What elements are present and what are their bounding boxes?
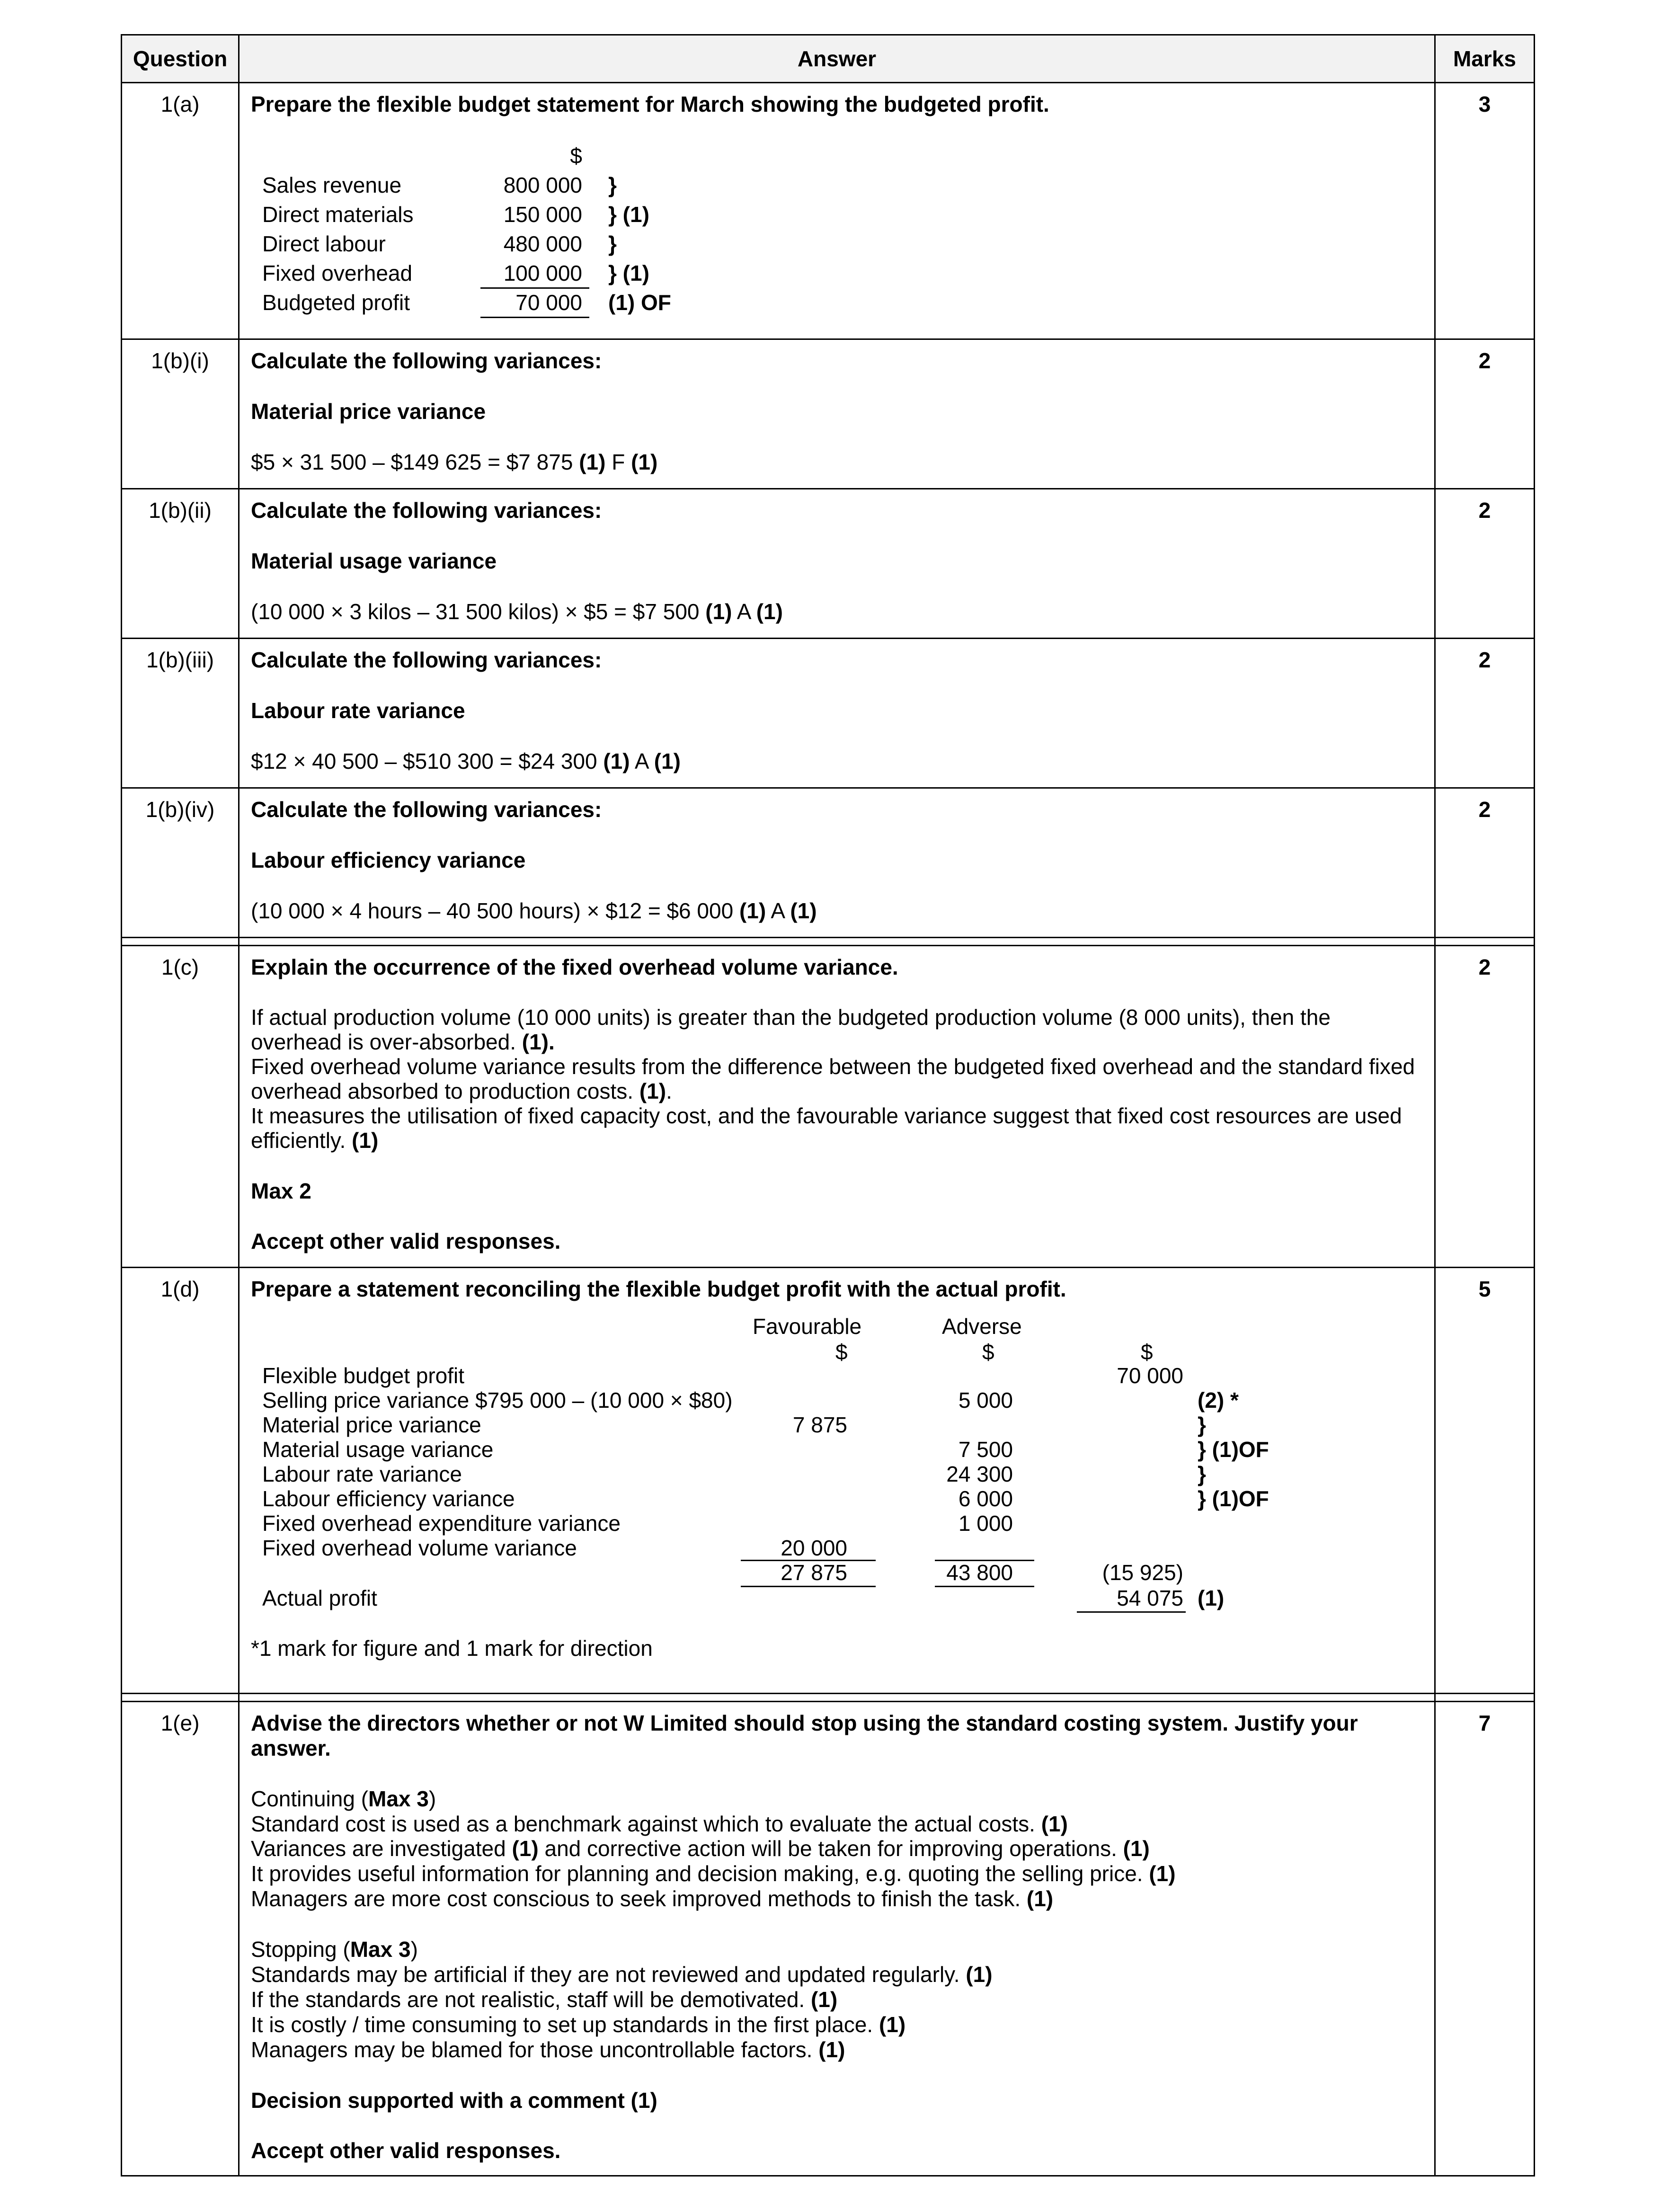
mark-award: (1) [879, 2012, 906, 2037]
text: Continuing ( [251, 1786, 369, 1811]
marks-header: Marks [1435, 35, 1535, 83]
mark-award: (1) [739, 898, 766, 923]
question-heading: Explain the occurrence of the fixed overhead volume variance. [251, 954, 898, 979]
decision-note: Decision supported with a comment (1) [251, 2088, 657, 2113]
answer-header: Answer [239, 35, 1435, 83]
variance-name: Labour rate variance [251, 698, 465, 723]
answer-cell [239, 945, 1435, 1267]
budget-amount [480, 261, 589, 289]
answer-cell [239, 489, 1435, 638]
mark-award: (1) [966, 1962, 993, 1987]
currency-header: $ [982, 1339, 994, 1364]
budget-amount-text: 70 000 [515, 290, 582, 315]
question-heading: Calculate the following variances: [251, 647, 602, 672]
mark-award: (1) [756, 599, 783, 624]
variance-label: Material price variance [262, 1412, 481, 1437]
budget-amount [480, 290, 589, 318]
net-variance: (15 925) [1102, 1560, 1183, 1585]
budget-mark: } [608, 231, 617, 256]
budget-amount-text: 100 000 [503, 260, 582, 285]
actual-profit-value: 54 075 [1117, 1585, 1183, 1610]
question-number: 1(c) [122, 945, 239, 1267]
row-1bi [122, 339, 1535, 489]
marks-value: 2 [1435, 945, 1535, 1267]
reconciliation-statement [251, 1314, 1423, 1674]
stopping-point [251, 1987, 1423, 2012]
question-number: 1(b)(i) [122, 339, 239, 489]
variance-name: Material usage variance [251, 548, 497, 573]
continuing-point [251, 1886, 1423, 1911]
stopping-point [251, 2037, 1423, 2062]
stopping-heading [251, 1937, 1423, 1962]
variance-label: Labour efficiency variance [262, 1486, 515, 1511]
text: Standards may be artificial if they are not reviewed and updated regularly. [251, 1962, 966, 1987]
variance-label: Selling price variance $795 000 – (10 000 × $80) [262, 1387, 733, 1412]
variance-label: Labour rate variance [262, 1461, 462, 1486]
text: Managers may be blamed for those uncontrollable factors. [251, 2037, 819, 2062]
budget-mark: } (1) [608, 260, 649, 285]
question-heading: Calculate the following variances: [251, 797, 602, 822]
variance-calculation [251, 898, 1423, 924]
text: Variances are investigated [251, 1836, 512, 1861]
calc-text: $5 × 31 500 – $149 625 = $7 875 [251, 449, 579, 474]
explanation-paragraph [251, 1005, 1423, 1055]
mark-award: (1) [790, 898, 817, 923]
mark-award: (1) [352, 1128, 379, 1153]
text: Stopping ( [251, 1937, 350, 1962]
text: . [666, 1078, 672, 1103]
max-marks: Max 3 [368, 1786, 429, 1811]
max-note: Max 2 [251, 1178, 311, 1203]
row-1bii [122, 489, 1535, 638]
accept-note: Accept other valid responses. [251, 2138, 561, 2163]
question-heading: Prepare a statement reconciling the flexible budget profit with the actual profit. [251, 1276, 1066, 1301]
row-1c [122, 945, 1535, 1267]
text: Standard cost is used as a benchmark against which to evaluate the actual costs. [251, 1811, 1041, 1836]
marks-value: 5 [1435, 1267, 1535, 1693]
mark-award: (1) [512, 1836, 539, 1861]
total-rule [741, 1586, 876, 1587]
mark-award: } [1198, 1412, 1206, 1437]
continuing-point [251, 1836, 1423, 1861]
marks-value: 2 [1435, 339, 1535, 489]
budget-statement [251, 129, 1423, 328]
direction: A [732, 599, 756, 624]
marks-value: 7 [1435, 1701, 1535, 2176]
favourable-value: 7 875 [792, 1412, 847, 1437]
adverse-value: 24 300 [946, 1461, 1013, 1486]
variance-label: Material usage variance [262, 1437, 494, 1462]
text: It provides useful information for planning and decision making, e.g. quoting the selling price. [251, 1861, 1149, 1886]
adverse-value: 7 500 [958, 1437, 1013, 1462]
direction: F [605, 449, 631, 474]
budget-amount: 800 000 [503, 172, 582, 197]
mark-award: (1) [579, 449, 606, 474]
budget-label: Sales revenue [262, 172, 402, 197]
mark-scheme-table [121, 34, 1535, 2176]
variance-name: Material price variance [251, 399, 486, 424]
flex-profit-value: 70 000 [1117, 1363, 1183, 1388]
text: ) [428, 1786, 436, 1811]
explanation-paragraph [251, 1055, 1423, 1104]
mark-award: (1). [522, 1029, 555, 1054]
variance-label: Fixed overhead expenditure variance [262, 1510, 621, 1536]
variance-calculation [251, 450, 1423, 475]
budget-label: Fixed overhead [262, 260, 413, 285]
accept-note: Accept other valid responses. [251, 1229, 561, 1254]
question-number: 1(e) [122, 1701, 239, 2176]
continuing-point [251, 1812, 1423, 1837]
calc-text: (10 000 × 3 kilos – 31 500 kilos) × $5 = $7 500 [251, 599, 706, 624]
mark-award: } (1)OF [1198, 1437, 1269, 1462]
variance-calculation [251, 749, 1423, 774]
stopping-point [251, 2012, 1423, 2037]
mark-award: (1) [1041, 1811, 1068, 1836]
question-heading: Calculate the following variances: [251, 497, 602, 523]
mark-scheme-sheet [121, 34, 1534, 2176]
text: and corrective action will be taken for improving operations. [538, 1836, 1123, 1861]
mark-award: (1) [603, 748, 630, 773]
question-heading: Calculate the following variances: [251, 348, 602, 373]
currency-header: $ [835, 1339, 848, 1364]
question-heading: Advise the directors whether or not W Limited should stop using the standard costing system. Justify your answer. [251, 1710, 1358, 1760]
favourable-value: 20 000 [781, 1535, 847, 1560]
calc-text: $12 × 40 500 – $510 300 = $24 300 [251, 748, 604, 773]
budget-mark: } (1) [608, 202, 649, 227]
text: If the standards are not realistic, staff will be demotivated. [251, 1987, 811, 2012]
actual-profit-label: Actual profit [262, 1585, 377, 1610]
budget-amount: 150 000 [503, 202, 582, 227]
text: ) [410, 1937, 418, 1962]
mark-award: (1) [1123, 1836, 1150, 1861]
question-number: 1(a) [122, 83, 239, 339]
question-number: 1(d) [122, 1267, 239, 1693]
favourable-header: Favourable [753, 1314, 862, 1339]
answer-cell [239, 83, 1435, 339]
mark-award: (1) [810, 1987, 838, 2012]
text: Fixed overhead volume variance results from the difference between the budgeted fixed overhead and the standard fixed overhead absorbed to production costs. [251, 1054, 1415, 1103]
question-header: Question [122, 35, 239, 83]
mark-award: (1) [1198, 1585, 1225, 1610]
text: It is costly / time consuming to set up standards in the first place. [251, 2012, 879, 2037]
question-heading: Prepare the flexible budget statement for March showing the budgeted profit. [251, 92, 1049, 116]
mark-award: (1) [1149, 1861, 1176, 1886]
currency-header: $ [570, 143, 582, 168]
variance-calculation [251, 599, 1423, 624]
row-1d [122, 1267, 1535, 1693]
header-row [122, 35, 1535, 83]
adverse-value: 6 000 [958, 1486, 1013, 1511]
explanation-paragraph [251, 1104, 1423, 1153]
total-adverse: 43 800 [946, 1560, 1013, 1585]
budget-label: Budgeted profit [262, 290, 410, 315]
answer-cell [239, 339, 1435, 489]
question-number: 1(b)(iii) [122, 638, 239, 788]
max-marks: Max 3 [350, 1937, 411, 1962]
currency-header: $ [1141, 1339, 1153, 1364]
mark-award: (1) [705, 599, 732, 624]
question-number: 1(b)(iv) [122, 788, 239, 937]
mark-award: } [1198, 1461, 1206, 1486]
question-number: 1(b)(ii) [122, 489, 239, 638]
adverse-value: 1 000 [958, 1510, 1013, 1536]
answer-cell [239, 788, 1435, 937]
total-rule [935, 1586, 1034, 1587]
budget-amount: 480 000 [503, 231, 582, 256]
row-1e [122, 1701, 1535, 2176]
mark-award: (2) * [1198, 1387, 1239, 1412]
answer-cell [239, 1701, 1435, 2176]
mark-award: (1) [639, 1078, 666, 1103]
answer-cell [239, 638, 1435, 788]
row-1a [122, 83, 1535, 339]
mark-award: (1) [654, 748, 681, 773]
text: If actual production volume (10 000 units) is greater than the budgeted production volume (8 000 units), then the overhead is over-absorbed. [251, 1004, 1331, 1054]
adverse-value: 5 000 [958, 1387, 1013, 1412]
text: It measures the utilisation of fixed capacity cost, and the favourable variance suggest that fixed cost resources are used efficiently. [251, 1103, 1402, 1153]
total-favourable: 27 875 [781, 1560, 847, 1585]
row-1biv [122, 788, 1535, 937]
mark-award: (1) [631, 449, 658, 474]
marks-value: 2 [1435, 638, 1535, 788]
adverse-header: Adverse [942, 1314, 1022, 1339]
row-separator [122, 1693, 1535, 1701]
budget-mark: (1) OF [608, 290, 671, 315]
row-separator [122, 937, 1535, 945]
mark-award: (1) [818, 2037, 845, 2062]
marks-value: 2 [1435, 489, 1535, 638]
variance-name: Labour efficiency variance [251, 847, 526, 872]
row-1biii [122, 638, 1535, 788]
footnote: *1 mark for figure and 1 mark for direction [251, 1635, 653, 1661]
mark-award: } (1)OF [1198, 1486, 1269, 1511]
marks-value: 2 [1435, 788, 1535, 937]
mark-award: (1) [1026, 1886, 1054, 1911]
budget-mark: } [608, 172, 617, 197]
stopping-point [251, 1962, 1423, 1987]
continuing-heading [251, 1786, 1423, 1812]
flex-profit-label: Flexible budget profit [262, 1363, 465, 1388]
marks-value: 3 [1435, 83, 1535, 339]
direction: A [630, 748, 654, 773]
profit-rule [1077, 1611, 1186, 1613]
budget-label: Direct materials [262, 202, 414, 227]
calc-text: (10 000 × 4 hours – 40 500 hours) × $12 = $6 000 [251, 898, 739, 923]
variance-label: Fixed overhead volume variance [262, 1535, 577, 1560]
answer-cell [239, 1267, 1435, 1693]
budget-label: Direct labour [262, 231, 386, 256]
direction: A [766, 898, 790, 923]
text: Managers are more cost conscious to seek improved methods to finish the task. [251, 1886, 1027, 1911]
continuing-point [251, 1861, 1423, 1886]
